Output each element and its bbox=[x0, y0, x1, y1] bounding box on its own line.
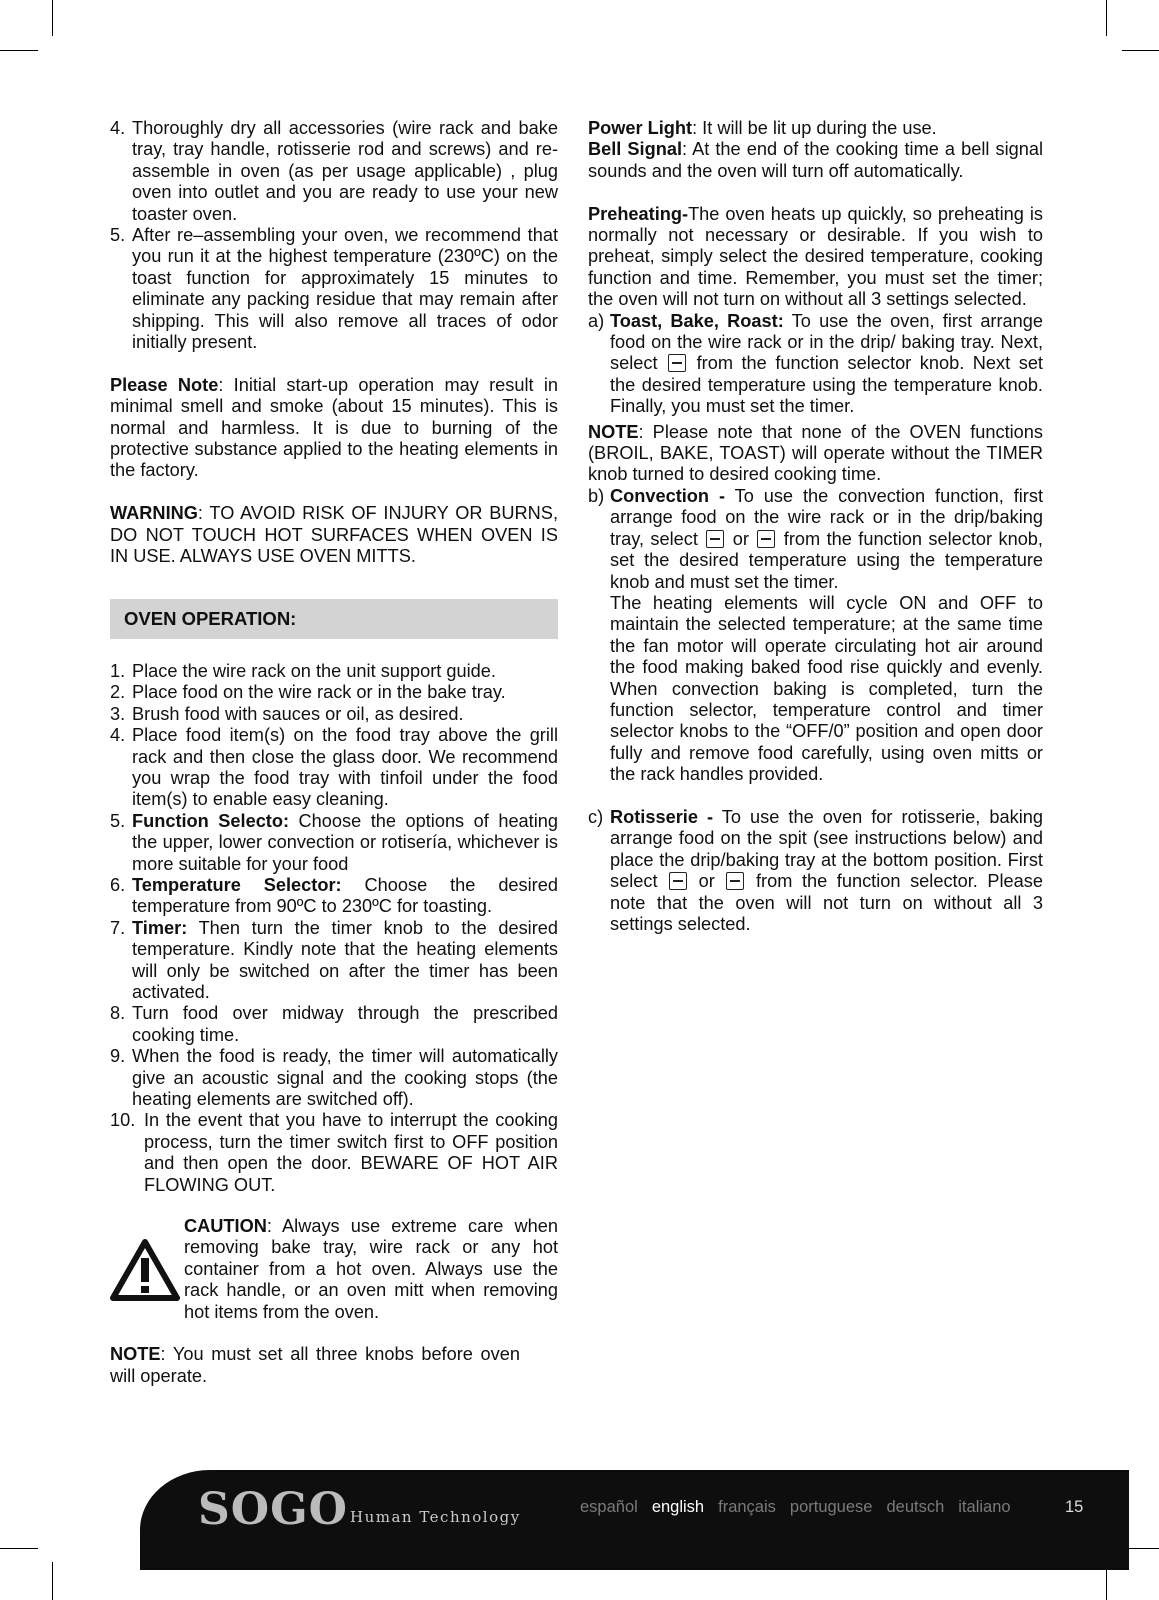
language-link-english[interactable]: english bbox=[651, 1498, 705, 1516]
list-item bbox=[110, 225, 558, 353]
list-label: Toast, Bake, Roast: bbox=[610, 310, 784, 331]
list-number: 6. bbox=[110, 874, 126, 895]
crop-mark bbox=[52, 0, 53, 36]
list-number: 8. bbox=[110, 1003, 126, 1024]
note-label: NOTE bbox=[110, 1344, 161, 1365]
list-number: a) bbox=[588, 310, 605, 331]
preheating-paragraph bbox=[588, 204, 1043, 311]
list-text: The heating elements will cycle ON and OFF to maintain the selected temperature; at the same time the fan motor will operate circulating hot air around the food making baked food rise quickly and evenly. When convection baking is completed, turn the function selector, temperature control and timer selector knobs to the “OFF/0” position and open door fully and remove food carefully, using oven mitts or the rack handles provided. bbox=[610, 592, 1043, 785]
list-item bbox=[588, 807, 1043, 935]
list-text: Turn food over midway through the prescribed cooking time. bbox=[132, 1003, 558, 1045]
list-text: When the food is ready, the timer will automatically give an acoustic signal and the cooking stops (the heating elements are switched off). bbox=[132, 1046, 558, 1110]
left-column bbox=[110, 118, 558, 1387]
crop-mark bbox=[1106, 0, 1107, 36]
footer-bar bbox=[140, 1470, 1129, 1570]
list-text: Choose the options of heating the upper, lower convection or rotisería, whichever is more suitable for your food bbox=[132, 810, 558, 874]
caution-text: : Always use extreme care when removing bake tray, wire rack or any hot container from a hot oven. Always use the rack handle, or an oven mitt when removing hot items from the oven. bbox=[184, 1216, 558, 1322]
list-text: or bbox=[689, 871, 725, 892]
list-number: 4. bbox=[110, 725, 126, 746]
list-text: To use the oven, first arrange food on the wire rack or in the drip/ baking tray. Next, select bbox=[610, 310, 1044, 374]
note-paragraph bbox=[110, 1344, 520, 1387]
crop-mark bbox=[52, 1562, 53, 1600]
list-item bbox=[110, 704, 558, 725]
right-column bbox=[588, 118, 1043, 935]
note-paragraph bbox=[588, 422, 1043, 486]
caution-block bbox=[110, 1216, 558, 1323]
note-text: : You must set all three knobs before oven will operate. bbox=[110, 1344, 520, 1386]
list-number: 5. bbox=[110, 225, 126, 246]
list-number: 9. bbox=[110, 1046, 126, 1067]
language-link-francais[interactable]: français bbox=[718, 1498, 776, 1516]
function-symbol-icon bbox=[726, 872, 744, 890]
bell-signal-paragraph bbox=[588, 139, 1043, 182]
list-text: Thoroughly dry all accessories (wire rack and bake tray, tray handle, rotisserie rod and screws) and re-assemble in oven (as per usage applicable) , plug oven into outlet and you are ready to use your new toaster oven. bbox=[132, 118, 558, 224]
list-number: c) bbox=[588, 806, 604, 827]
list-item bbox=[110, 918, 558, 1004]
caution-label: CAUTION bbox=[184, 1216, 267, 1237]
list-item bbox=[110, 1046, 558, 1110]
brand-tagline: Human Technology bbox=[350, 1508, 521, 1526]
list-text: from the function selector knob, set the desired temperature using the temperature knob and must set the timer. bbox=[610, 528, 1043, 592]
list-text: Then turn the timer knob to the desired temperature. Kindly note that the heating elements will only be switched on after the timer has been activated. bbox=[132, 917, 558, 1002]
list-label: Rotisserie - bbox=[610, 806, 714, 827]
list-number: 7. bbox=[110, 917, 126, 938]
list-item bbox=[110, 118, 558, 225]
list-text: In the event that you have to interrupt the cooking process, turn the timer switch first to OFF position and then open the door. BEWARE OF HOT AIR FLOWING OUT. bbox=[144, 1110, 558, 1195]
language-link-portuguese[interactable]: portuguese bbox=[789, 1498, 873, 1516]
list-number: 5. bbox=[110, 810, 126, 831]
function-symbol-icon bbox=[757, 530, 775, 548]
warning-paragraph bbox=[110, 503, 558, 567]
list-item bbox=[110, 725, 558, 811]
bell-signal-label: Bell Signal bbox=[588, 139, 682, 160]
list-item bbox=[110, 1110, 558, 1196]
list-item bbox=[110, 811, 558, 875]
warning-text: : TO AVOID RISK OF INJURY OR BURNS, DO NOT TOUCH HOT SURFACES WHEN OVEN IS IN USE. ALWAYS USE OVEN MITTS. bbox=[110, 503, 558, 567]
list-text: Place food on the wire rack or in the bake tray. bbox=[132, 682, 506, 703]
list-number: 10. bbox=[110, 1110, 136, 1131]
list-text: from the function selector knob. Next set the desired temperature using the temperature knob. Finally, you must set the timer. bbox=[610, 353, 1043, 417]
warning-triangle-icon bbox=[110, 1238, 180, 1302]
language-list bbox=[580, 1498, 1011, 1517]
list-text: from the function selector. Please note that the oven will not turn on without all 3 settings selected. bbox=[610, 871, 1043, 934]
list-label: Function Selecto: bbox=[132, 810, 290, 831]
list-text: Brush food with sauces or oil, as desired. bbox=[132, 703, 464, 724]
list-text: Place food item(s) on the food tray above the grill rack and then close the glass door. We recommend you wrap the food tray with tinfoil under the food item(s) to enable easy cleaning. bbox=[132, 725, 558, 810]
bell-signal-text: : At the end of the cooking time a bell signal sounds and the oven will turn off automatically. bbox=[588, 139, 1043, 181]
language-link-italiano[interactable]: italiano bbox=[958, 1498, 1011, 1516]
list-text: Place the wire rack on the unit support guide. bbox=[132, 660, 496, 681]
list-text: or bbox=[726, 528, 756, 549]
function-symbol-icon bbox=[668, 354, 686, 372]
power-light-paragraph bbox=[588, 118, 1043, 139]
list-item bbox=[588, 311, 1043, 418]
list-label: Temperature Selector: bbox=[132, 874, 342, 895]
list-item bbox=[110, 682, 558, 703]
language-link-deutsch[interactable]: deutsch bbox=[886, 1498, 945, 1516]
please-note-paragraph bbox=[110, 375, 558, 482]
crop-mark bbox=[1122, 50, 1159, 51]
function-symbol-icon bbox=[706, 530, 724, 548]
brand-logo: SOGO bbox=[198, 1484, 349, 1535]
please-note-text: : Initial start-up operation may result in minimal smell and smoke (about 15 minutes). This is normal and harmless. It is due to burning of the protective substance applied to the heating elements in the factory. bbox=[110, 374, 558, 481]
list-item bbox=[110, 875, 558, 918]
page-number: 15 bbox=[1065, 1498, 1084, 1516]
list-number: 1. bbox=[110, 660, 126, 681]
function-symbol-icon bbox=[669, 872, 687, 890]
list-label: Convection - bbox=[610, 485, 726, 506]
list-number: 4. bbox=[110, 118, 126, 138]
power-light-label: Power Light bbox=[588, 118, 693, 138]
list-number: 3. bbox=[110, 703, 126, 724]
preheating-label: Preheating- bbox=[588, 203, 689, 224]
list-label: Timer: bbox=[132, 917, 188, 938]
warning-label: WARNING bbox=[110, 503, 198, 524]
crop-mark bbox=[0, 1548, 38, 1549]
list-text: Choose the desired temperature from 90ºC to 230ºC for toasting. bbox=[132, 874, 558, 917]
caution-paragraph bbox=[184, 1216, 558, 1323]
section-heading: OVEN OPERATION: bbox=[110, 599, 558, 639]
preheating-text: The oven heats up quickly, so preheating is normally not necessary or desirable. If you wish to preheat, simply select the desired temperature, cooking function and time. Remember, you must set the timer; the oven will not turn on without all 3 settings selected. bbox=[588, 203, 1043, 310]
note-text: : Please note that none of the OVEN functions (BROIL, BAKE, TOAST) will operate without the TIMER knob turned to desired cooking time. bbox=[588, 421, 1043, 485]
list-item bbox=[110, 1003, 558, 1046]
list-text: To use the oven for rotisserie, baking arrange food on the spit (see instructions below) and place the drip/baking tray at the bottom position. First select bbox=[610, 806, 1043, 892]
note-label: NOTE bbox=[588, 421, 639, 442]
language-link-espanol[interactable]: español bbox=[580, 1498, 638, 1516]
please-note-label: Please Note bbox=[110, 374, 219, 395]
power-light-text: : It will be lit up during the use. bbox=[692, 118, 937, 138]
list-item bbox=[110, 661, 558, 682]
list-number: 2. bbox=[110, 682, 126, 703]
list-item bbox=[588, 486, 1043, 786]
crop-mark bbox=[0, 50, 38, 51]
list-number: b) bbox=[588, 485, 605, 506]
list-text: To use the convection function, first arrange food on the wire rack or in the drip/baking tray, select bbox=[610, 485, 1044, 549]
list-text: After re–assembling your oven, we recommend that you run it at the highest temperature (230ºC) on the toast function for approximately 15 minutes to eliminate any packing residue that may remain after shipping. This will also remove all traces of odor initially present. bbox=[132, 225, 558, 353]
